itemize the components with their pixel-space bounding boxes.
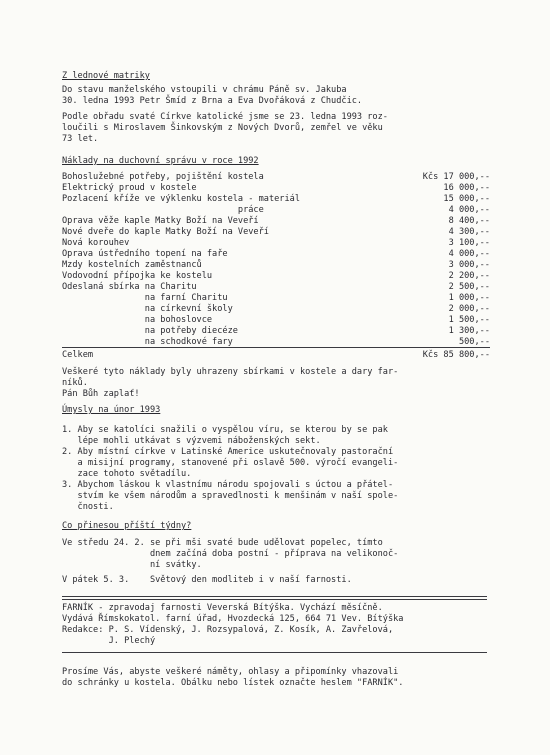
cost-row bbox=[62, 183, 490, 194]
cost-label: práce bbox=[62, 205, 264, 215]
cost-label: Elektrický proud v kostele bbox=[62, 183, 197, 193]
umysly-line: a misijní programy, stanovené při oslavě 500. výročí evangeli- bbox=[62, 458, 399, 468]
cost-row bbox=[62, 238, 490, 249]
cost-amount: 8 400,-- bbox=[448, 216, 490, 226]
tydny-heading: Co přinesou příští týdny? bbox=[62, 521, 192, 531]
cost-amount: 16 000,-- bbox=[443, 183, 490, 193]
umysly-line: čnosti. bbox=[62, 502, 114, 512]
naklady-note: níků. bbox=[62, 378, 88, 388]
matriky-line: Podle obřadu svaté Církve katolické jsme se 23. ledna 1993 roz- bbox=[62, 112, 388, 122]
cost-label: na farní Charitu bbox=[62, 293, 228, 303]
total-rule bbox=[62, 347, 490, 348]
matriky-line: Do stavu manželského vstoupili v chrámu Páně sv. Jakuba bbox=[62, 85, 347, 95]
naklady-note: Pán Bůh zaplať! bbox=[62, 389, 140, 399]
umysly-heading: Úmysly na únor 1993 bbox=[62, 405, 161, 415]
cost-row bbox=[62, 216, 490, 227]
separator-rule bbox=[62, 599, 487, 600]
cost-row bbox=[62, 205, 490, 216]
cost-amount: 4 000,-- bbox=[448, 249, 490, 259]
request-line: Prosíme Vás, abyste veškeré náměty, ohlasy a připomínky vhazovali bbox=[62, 667, 399, 677]
cost-label: Oprava věže kaple Matky Boží na Veveří bbox=[62, 216, 259, 226]
cost-row bbox=[62, 271, 490, 282]
cost-amount: 3 100,-- bbox=[448, 238, 490, 248]
cost-amount: 4 300,-- bbox=[448, 227, 490, 237]
farnik-line: Redakce: P. S. Vídenský, J. Rozsypalová, Z. Kosík, A. Zavřelová, bbox=[62, 625, 394, 635]
matriky-line: 30. ledna 1993 Petr Šmíd z Brna a Eva Dvořáková z Chudčic. bbox=[62, 96, 363, 106]
cost-label: Odeslaná sbírka na Charitu bbox=[62, 282, 197, 292]
cost-label: Pozlacení kříže ve výklenku kostela - materiál bbox=[62, 194, 300, 204]
cost-label: Nové dveře do kaple Matky Boží na Veveří bbox=[62, 227, 269, 237]
cost-row bbox=[62, 249, 490, 260]
tydny-line: V pátek 5. 3. Světový den modliteb i v naší farnosti. bbox=[62, 575, 352, 585]
cost-amount: 1 500,-- bbox=[448, 315, 490, 325]
cost-amount: 15 000,-- bbox=[443, 194, 490, 204]
cost-amount: 1 000,-- bbox=[448, 293, 490, 303]
naklady-heading: Náklady na duchovní správu v roce 1992 bbox=[62, 156, 259, 166]
matriky-line: loučili s Miroslavem Šinkovským z Nových Dvorů, zemřel ve věku bbox=[62, 123, 383, 133]
matriky-heading: Z lednové matriky bbox=[62, 71, 150, 81]
cost-row bbox=[62, 227, 490, 238]
cost-label: na schodkové fary bbox=[62, 337, 233, 347]
cost-row bbox=[62, 293, 490, 304]
cost-row bbox=[62, 315, 490, 326]
cost-row bbox=[62, 304, 490, 315]
cost-row bbox=[62, 260, 490, 271]
cost-label: na církevní školy bbox=[62, 304, 233, 314]
separator-rule bbox=[62, 652, 487, 653]
total-amount: Kčs 85 800,-- bbox=[422, 350, 490, 360]
cost-row bbox=[62, 172, 490, 183]
umysly-line: zace tohoto světadílu. bbox=[62, 469, 192, 479]
umysly-line: 2. Aby místní církve v Latinské Americe uskutečnovaly pastorační bbox=[62, 447, 394, 457]
farnik-line: J. Plechý bbox=[62, 636, 156, 646]
umysly-line: 1. Aby se katolíci snažili o vyspělou víru, se kterou by se pak bbox=[62, 425, 388, 435]
cost-row bbox=[62, 326, 490, 337]
umysly-line: lépe mohli utkávat s výzvemi náboženských sekt. bbox=[62, 436, 321, 446]
cost-row bbox=[62, 194, 490, 205]
farnik-line: FARNÍK - zpravodaj farnosti Veverská Bítýška. Vychází měsíčně. bbox=[62, 603, 383, 613]
tydny-line: ní svátky. bbox=[62, 560, 202, 570]
umysly-line: stvím ke všem národům a spravedlnosti k menšinám v naší spole- bbox=[62, 491, 399, 501]
cost-amount: 1 300,-- bbox=[448, 326, 490, 336]
request-line: do schránky u kostela. Obálku nebo lístek označte heslem "FARNÍK". bbox=[62, 678, 404, 688]
cost-amount: 2 000,-- bbox=[448, 304, 490, 314]
cost-amount: 500,-- bbox=[458, 337, 490, 347]
cost-label: na potřeby diecéze bbox=[62, 326, 238, 336]
matriky-line: 73 let. bbox=[62, 134, 99, 144]
cost-label: Mzdy kostelních zaměstnanců bbox=[62, 260, 202, 270]
cost-amount: 2 200,-- bbox=[448, 271, 490, 281]
cost-amount: 4 000,-- bbox=[448, 205, 490, 215]
cost-label: Bohoslužebné potřeby, pojištění kostela bbox=[62, 172, 264, 182]
farnik-line: Vydává Římskokatol. farní úřad, Hvozdecká 125, 664 71 Vev. Bítýška bbox=[62, 614, 404, 624]
umysly-line: 3. Abychom láskou k vlastnímu národu spojovali s úctou a přátel- bbox=[62, 480, 394, 490]
cost-label: Oprava ústředního topení na faře bbox=[62, 249, 228, 259]
tydny-line: dnem začíná doba postní - příprava na velikonoč- bbox=[62, 549, 399, 559]
cost-amount: Kčs 17 000,-- bbox=[422, 172, 490, 182]
cost-row bbox=[62, 282, 490, 293]
total-row bbox=[62, 350, 490, 361]
cost-amount: 2 500,-- bbox=[448, 282, 490, 292]
cost-label: na bohoslovce bbox=[62, 315, 213, 325]
naklady-note: Veškeré tyto náklady byly uhrazeny sbírkami v kostele a dary far- bbox=[62, 367, 399, 377]
tydny-line: Ve středu 24. 2. se při mši svaté bude udělovat popelec, tímto bbox=[62, 538, 383, 548]
cost-label: Nová korouhev bbox=[62, 238, 130, 248]
cost-label: Vodovodní přípojka ke kostelu bbox=[62, 271, 213, 281]
cost-amount: 3 000,-- bbox=[448, 260, 490, 270]
separator-rule bbox=[62, 596, 487, 597]
total-label: Celkem bbox=[62, 350, 94, 360]
